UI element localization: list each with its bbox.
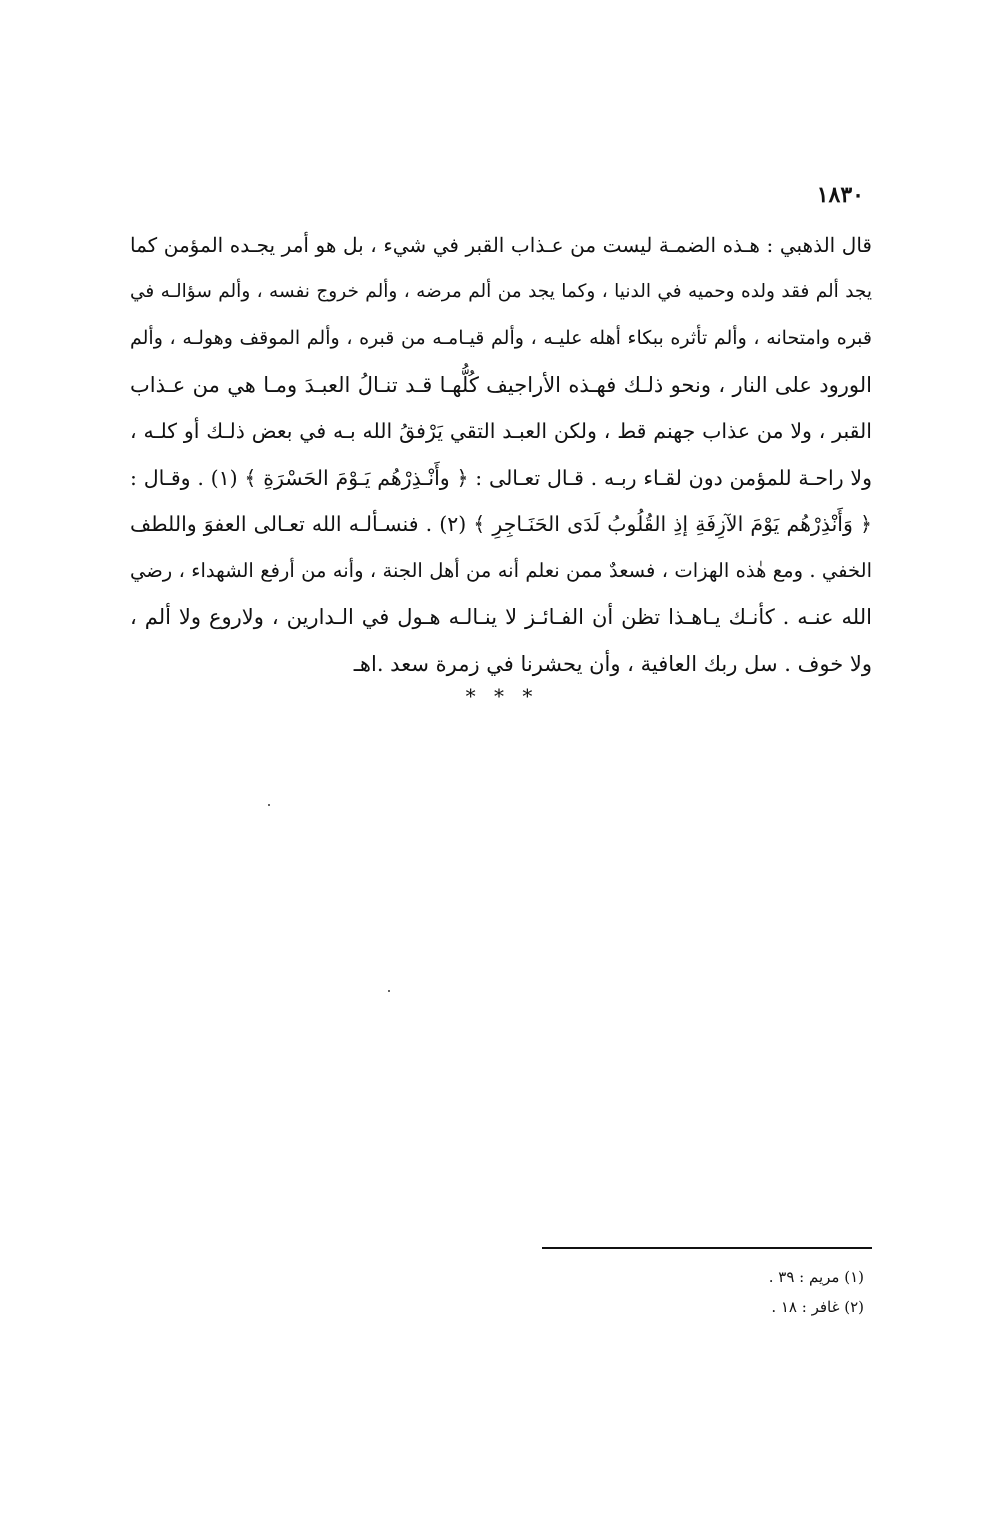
text-line: القبر ، ولا من عذاب جهنم قط ، ولكن العبـد التقي يَرْفقُ الله بـه في بعض ذلـك أو كلـه ، — [130, 419, 872, 443]
text-line: ﴿ وَأَنْذِرْهُم يَوْمَ الآزِفَةِ إذِ القُلُوبُ لَدَى الحَنَـاجِرِ ﴾ (٢) . فنسـألـه الله تعـالى العفوَ واللطف — [130, 512, 872, 536]
text-line: قبره وامتحانه ، وألم تأثره ببكاء أهله عليـه ، وألم قيـامـه من قبره ، وألم الموقف وهولـه ، وألم — [130, 327, 872, 349]
text-line: ولا راحـة للمؤمن دون لقـاء ربـه . قـال تعـالى : ﴿ وأَنْـذِرْهُم يَـوْمَ الحَسْرَةِ ﴾ (١) . وقـال : — [130, 465, 872, 490]
scan-speck — [388, 990, 390, 992]
footnote-divider — [542, 1247, 872, 1249]
body-paragraph — [130, 222, 872, 687]
text-line: ولا خوف . سل ربك العافية ، وأن يحشرنا في زمرة سعد .اهـ — [353, 651, 872, 676]
text-line: الورود على النار ، ونحو ذلـك فهـذه الأراجيف كُلُّهـا قـد تنـالُ العبـدَ ومـا هي من عـذاب — [130, 372, 872, 397]
text-line: يجد ألم فقد ولده وحميه في الدنيا ، وكما يجد من ألم مرضه ، وألم خروج نفسه ، وألم سؤالـه في — [130, 280, 872, 302]
page-number: ١٨٣٠ — [816, 182, 864, 208]
footnote: (١) مريم : ٣٩ . — [768, 1268, 864, 1286]
text-line: الله عنـه . كأنـك يـاهـذا تظن أن الفـائـز لا ينـالـه هـول في الـدارين ، ولاروع ولا ألم ، — [130, 605, 872, 629]
section-separator: * * * — [465, 684, 539, 708]
scan-speck — [268, 804, 270, 806]
text-line: الخفي . ومع هٰذه الهزات ، فسعدٌ ممن نعلم أنه من أهل الجنة ، وأنه من أرفع الشهداء ، رضي — [130, 558, 872, 582]
footnote: (٢) غافر : ١٨ . — [771, 1298, 864, 1316]
footnotes — [534, 1262, 864, 1322]
text-line: قال الذهبي : هـذه الضمـة ليست من عـذاب القبر في شيء ، بل هو أمر يجـده المؤمن كما — [130, 233, 872, 257]
